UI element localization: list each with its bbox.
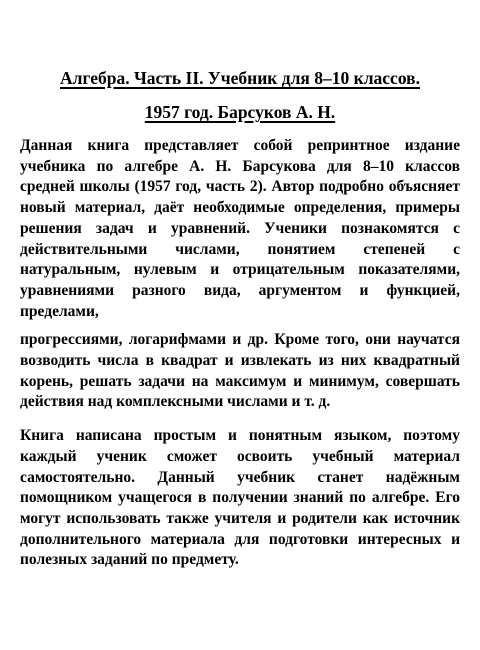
document-title bbox=[20, 64, 460, 126]
paragraph-1: Данная книга представляет собой репринтное издание учебника по алгебре А. Н. Барсукова для 8–10 классов средней школы (1957 год, часть 2). Автор подробно объясняет новый материал, даёт необходимые определения, примеры решения задач и уравнений. Ученики познакомятся с действительными числами, понятием степеней с натуральным, нулевым и отрицательным показателями, уравнениями разного вида, аргументом и функцией, пределами, bbox=[20, 137, 460, 320]
title-line-2: 1957 год. Барсуков А. Н. bbox=[144, 102, 336, 122]
paragraph-3: Книга написана простым и понятным языком, поэтому каждый ученик сможет освоить учебный материал самостоятельно. Данный учебник станет надёжным помощником учащегося в получении знаний по алгебре. Его могут использовать также учителя и родители как источник дополнительного материала для подготовки интересных и полезных заданий по предмету. bbox=[20, 427, 460, 569]
title-line-1: Алгебра. Часть II. Учебник для 8–10 классов. bbox=[60, 68, 420, 88]
paragraph-2: прогрессиями, логарифмами и др. Кроме того, они научатся возводить числа в квадрат и извлекать из них квадратный корень, решать задачи на максимум и минимум, совершать действия над комплексными числами и т. д. bbox=[20, 331, 460, 411]
